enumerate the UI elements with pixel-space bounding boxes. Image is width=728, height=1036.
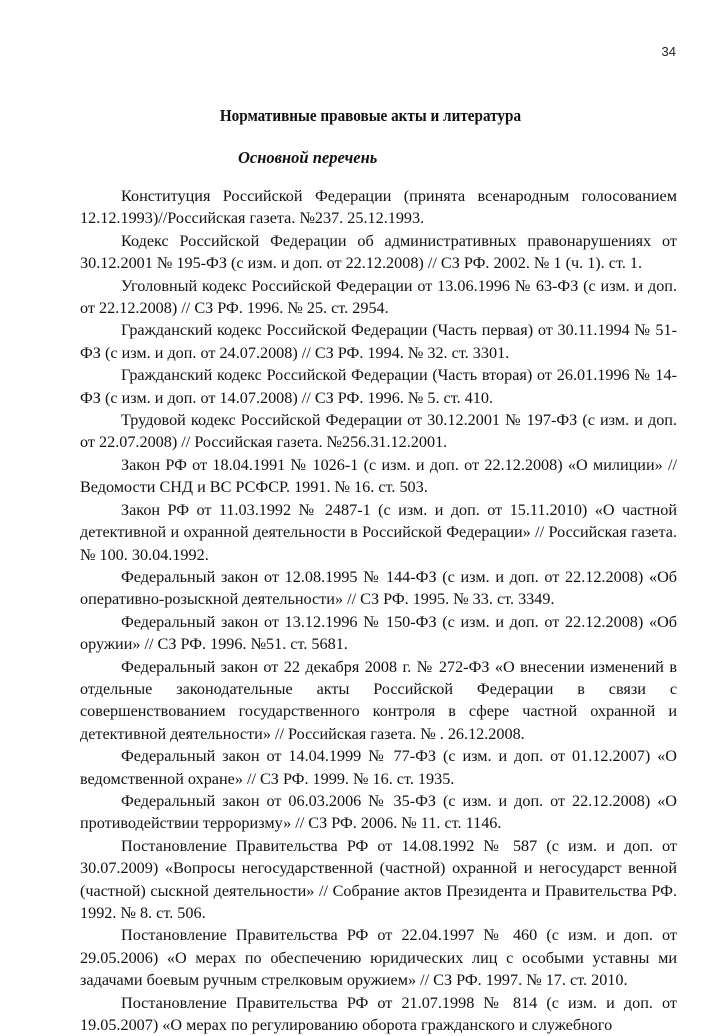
reference-item: Кодекс Российской Федерации об административных правонарушениях от 30.12.2001 № 195-ФЗ (с изм. и доп. от 22.12.2008) // СЗ РФ. 2002. № 1 (ч. 1). ст. 1.	[80, 231, 677, 273]
reference-item: Постановление Правительства РФ от 21.07.1998 № 814 (с изм. и доп. от 19.05.2007) «О мерах по регулированию оборота гражданского и служебного	[80, 993, 677, 1035]
reference-item: Постановление Правительства РФ от 14.08.1992 № 587 (с изм. и доп. от 30.07.2009) «Вопросы негосударственной (частной) охранной и негосударст венной (частной) сыскной деятельности» // Собрание актов Президента и Правительства РФ. 1992. № 8. ст. 506.	[80, 836, 677, 922]
reference-item: Гражданский кодекс Российской Федерации (Часть первая) от 30.11.1994 № 51-ФЗ (с изм. и доп. от 24.07.2008) // СЗ РФ. 1994. № 32. ст. 3301.	[80, 321, 677, 362]
reference-item: Федеральный закон от 14.04.1999 № 77-ФЗ (с изм. и доп. от 01.12.2007) «О ведомственной охране» // СЗ РФ. 1999. № 16. ст. 1935.	[80, 747, 677, 788]
reference-list	[80, 185, 677, 1036]
section-subtitle: Основной перечень	[238, 148, 378, 167]
section-title: Нормативные правовые акты и литература	[219, 106, 522, 125]
reference-item: Гражданский кодекс Российской Федерации (Часть вторая) от 26.01.1996 № 14-ФЗ (с изм. и доп. от 14.07.2008) // СЗ РФ. 1996. № 5. ст. 410.	[80, 366, 677, 407]
reference-item: Трудовой кодекс Российской Федерации от 30.12.2001 № 197-ФЗ (с изм. и доп. от 22.07.2008) // Российская газета. №256.31.12.2001.	[80, 411, 677, 452]
reference-item: Конституция Российской Федерации (принята всенародным голосованием 12.12.1993)//Российская газета. №237. 25.12.1993.	[80, 187, 677, 228]
reference-item: Постановление Правительства РФ от 22.04.1997 № 460 (с изм. и доп. от 29.05.2006) «О мерах по обеспечению юридических лиц с особыми уставны ми задачами боевым ручным стрелковым оружием» // СЗ РФ. 1997. № 17. ст. 2010.	[80, 926, 677, 990]
reference-item: Федеральный закон от 06.03.2006 № 35-ФЗ (с изм. и доп. от 22.12.2008) «О противодействии терроризму» // СЗ РФ. 2006. № 11. ст. 1146.	[80, 791, 677, 833]
reference-item: Закон РФ от 18.04.1991 № 1026-1 (с изм. и доп. от 22.12.2008) «О милиции» // Ведомости СНД и ВС РСФСР. 1991. № 16. ст. 503.	[80, 455, 677, 497]
reference-item: Закон РФ от 11.03.1992 № 2487-1 (с изм. и доп. от 15.11.2010) «О частной детективной и охранной деятельности в Российской Федерации» // Российская газета. № 100. 30.04.1992.	[80, 500, 677, 564]
page-number: 34	[661, 44, 676, 59]
reference-item: Уголовный кодекс Российской Федерации от 13.06.1996 № 63-ФЗ (с изм. и доп. от 22.12.2008) // СЗ РФ. 1996. № 25. ст. 2954.	[80, 276, 677, 318]
reference-item: Федеральный закон от 12.08.1995 № 144-ФЗ (с изм. и доп. от 22.12.2008) «Об оперативно-розыскной деятельности» // СЗ РФ. 1995. № 33. ст. 3349.	[80, 567, 677, 609]
reference-item: Федеральный закон от 13.12.1996 № 150-ФЗ (с изм. и доп. от 22.12.2008) «Об оружии» // СЗ РФ. 1996. №51. ст. 5681.	[80, 612, 677, 654]
reference-item: Федеральный закон от 22 декабря 2008 г. № 272-ФЗ «О внесении изменений в отдельные законодательные акты Российской Федерации в связи с совершенствованием государственного контроля в сфере частной охранной и детективной деятельности» // Российская газета. № . 26.12.2008.	[80, 657, 677, 743]
